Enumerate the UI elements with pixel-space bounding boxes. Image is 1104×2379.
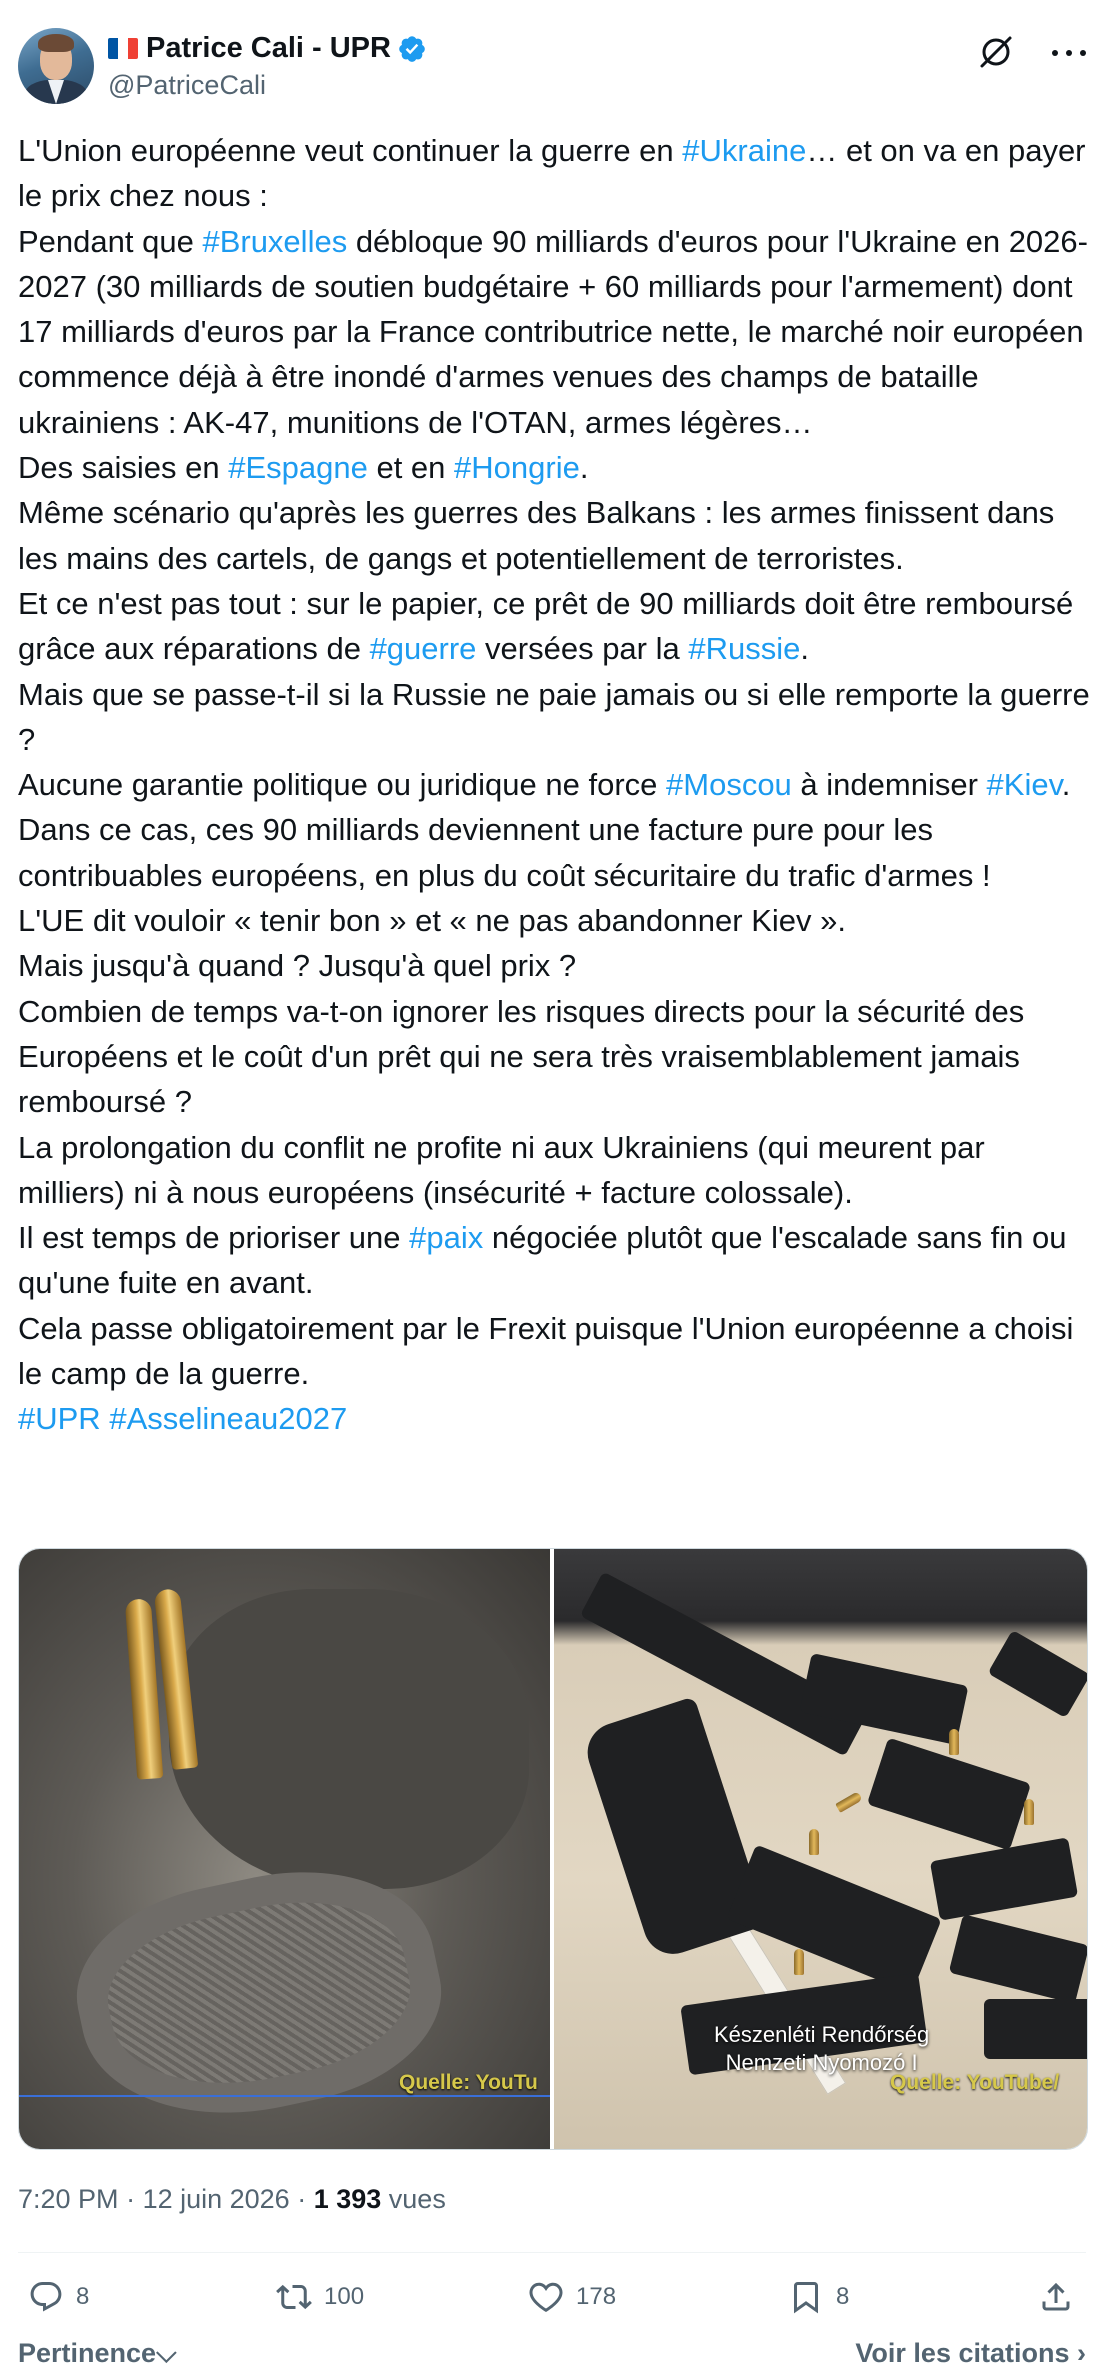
tweet-paragraph xyxy=(18,898,1098,943)
tweet-paragraph xyxy=(18,219,1098,445)
media-source-label-right: Quelle: YouTube/ xyxy=(890,2071,1060,2094)
hashtag-link[interactable]: #Hongrie xyxy=(454,450,580,486)
tweet-text-segment: … et on va en payer le prix chez nous : xyxy=(18,133,1086,214)
tweet-paragraph xyxy=(18,581,1098,672)
divider xyxy=(18,2252,1086,2253)
chevron-down-icon: ⌵ xyxy=(156,2338,177,2368)
retweet-count: 100 xyxy=(324,2283,365,2310)
tweet-paragraph xyxy=(18,943,1098,988)
tweet-date[interactable]: 12 juin 2026 xyxy=(142,2184,290,2214)
tweet-text-segment: L'Union européenne veut continuer la guerre en xyxy=(18,133,683,168)
flag-stripe-blue xyxy=(108,38,118,59)
tweet-text-segment: et en xyxy=(367,450,455,486)
tweet-text-segment: Pendant que xyxy=(18,223,203,259)
bookmark-button[interactable] xyxy=(788,2262,849,2332)
tweet-text-segment: . xyxy=(800,631,809,667)
tweet-paragraph xyxy=(18,989,1098,1125)
tweet-text-segment: négociée plutôt que l'escalade sans fin ou qu'une fuite en avant. xyxy=(18,1220,1067,1301)
hashtag-link[interactable]: #paix xyxy=(409,1220,484,1256)
action-bar xyxy=(18,2262,1086,2332)
hashtag-link[interactable]: #Kiev xyxy=(986,767,1062,803)
hashtag-link[interactable]: #Asselineau2027 xyxy=(109,1401,348,1437)
flag-stripe-white xyxy=(118,38,128,59)
tweet-paragraph xyxy=(18,445,1098,490)
media-photo-seized-weapons[interactable] xyxy=(554,1549,1087,2149)
tweet-text-segment: . xyxy=(579,450,589,486)
tweet-text-segment: Combien de temps va-t-on ignorer les risques directs pour la sécurité des Européens et le coût d'un prêt qui ne sera très vraisemblablement jamais remboursé ? xyxy=(18,993,1025,1120)
verified-badge-icon xyxy=(397,34,427,64)
like-count: 178 xyxy=(576,2283,617,2310)
views-count: 1 393 xyxy=(313,2184,382,2214)
flag-stripe-red xyxy=(128,38,138,59)
chevron-right-icon: › xyxy=(1077,2338,1086,2368)
bookmark-count: 8 xyxy=(836,2283,850,2310)
tweet-paragraph xyxy=(18,672,1098,763)
sort-dropdown[interactable] xyxy=(18,2338,177,2370)
tweet-text-segment: versées par la xyxy=(476,631,689,667)
french-flag-icon xyxy=(108,38,138,59)
tweet-paragraph xyxy=(18,1125,1098,1216)
tweet-text-segment: Aucune garantie politique ou juridique ne force xyxy=(18,767,667,803)
tweet-paragraph xyxy=(18,1215,1098,1306)
like-icon xyxy=(528,2279,564,2315)
tweet-text-segment: débloque 90 milliards d'euros pour l'Ukraine en 2026-2027 (30 milliards de soutien budgétaire + 60 milliards pour l'armement) dont 17 milliards d'euros par la France contributrice nette, le marché noir européen commence déjà à être inondé d'armes venues des champs de bataille ukrainiens : AK-47, munitions de l'OTAN, armes légères… xyxy=(18,223,1088,440)
tweet-text-segment: à indemniser xyxy=(791,767,987,803)
hashtag-link[interactable]: #Moscou xyxy=(666,767,792,803)
tweet-text xyxy=(18,128,1098,1442)
tweet-paragraph xyxy=(18,490,1098,581)
meta-separator: · xyxy=(289,2184,314,2214)
media-watermark xyxy=(714,2021,929,2077)
hashtag-link[interactable]: #UPR xyxy=(18,1401,101,1437)
reply-count: 8 xyxy=(76,2283,90,2310)
author-handle[interactable]: @PatriceCali xyxy=(108,70,266,100)
tweet-header xyxy=(18,24,1086,104)
retweet-icon xyxy=(276,2279,312,2315)
tweet-paragraph xyxy=(18,807,1098,898)
views-label: vues xyxy=(381,2184,446,2214)
tweet-text-segment: Des saisies en xyxy=(18,450,229,486)
hashtag-link[interactable]: #Espagne xyxy=(228,450,368,486)
tweet-text-segment: La prolongation du conflit ne profite ni aux Ukrainiens (qui meurent par milliers) ni à nous européens (insécurité + facture colossale). xyxy=(18,1129,985,1210)
tweet-text-segment: Mais jusqu'à quand ? Jusqu'à quel prix ? xyxy=(18,948,577,984)
tweet-text-segment: Dans ce cas, ces 90 milliards deviennent une facture pure pour les contribuables européens, en plus du coût sécuritaire du trafic d'armes ! xyxy=(18,812,991,893)
view-quotes-label: Voir les citations xyxy=(855,2338,1070,2368)
tweet-text-segment: Mais que se passe-t-il si la Russie ne paie jamais ou si elle remporte la guerre ? xyxy=(18,676,1090,757)
like-button[interactable] xyxy=(528,2262,616,2332)
avatar[interactable] xyxy=(18,28,94,104)
hashtag-link[interactable]: #Bruxelles xyxy=(202,223,348,259)
media-source-label-left: Quelle: YouTu xyxy=(399,2071,538,2094)
tweet-paragraph xyxy=(18,762,1098,807)
tweet-text-segment: . xyxy=(1061,767,1071,803)
grok-icon[interactable] xyxy=(976,32,1016,72)
share-icon xyxy=(1038,2279,1074,2315)
tweet-media[interactable] xyxy=(18,1548,1088,2150)
tweet-text-segment: Cela passe obligatoirement par le Frexit puisque l'Union européenne a choisi le camp de la guerre. xyxy=(18,1310,1074,1392)
media-watermark-line1: Készenléti Rendőrség xyxy=(714,2022,930,2047)
tweet-meta xyxy=(18,2184,446,2215)
tweet-time[interactable]: 7:20 PM xyxy=(18,2184,119,2214)
reply-button[interactable] xyxy=(28,2262,89,2332)
tweet-paragraph xyxy=(18,128,1098,219)
sort-label: Pertinence xyxy=(18,2338,157,2368)
author-name-line[interactable] xyxy=(108,32,427,65)
tweet-text-segment: Il est temps de prioriser une xyxy=(18,1220,410,1256)
retweet-button[interactable] xyxy=(276,2262,364,2332)
tweet-text-segment: Et ce n'est pas tout : sur le papier, ce prêt de 90 milliards doit être remboursé grâce aux réparations de xyxy=(18,585,1074,667)
media-watermark-line2: Nemzeti Nyomozó I xyxy=(725,2050,918,2075)
meta-separator: · xyxy=(118,2184,143,2214)
tweet-footer xyxy=(18,2334,1086,2379)
reply-icon xyxy=(28,2279,64,2315)
author-display-name[interactable]: Patrice Cali - UPR xyxy=(146,32,391,64)
bookmark-icon xyxy=(788,2279,824,2315)
tweet-text-segment: Même scénario qu'après les guerres des Balkans : les armes finissent dans les mains des cartels, de gangs et potentiellement de terroristes. xyxy=(18,495,1055,576)
more-icon[interactable] xyxy=(1052,38,1086,68)
tweet-paragraph xyxy=(18,1306,1098,1397)
hashtag-link[interactable]: #guerre xyxy=(369,631,477,667)
tweet-paragraph xyxy=(18,1396,1098,1441)
media-photo-ammunition[interactable] xyxy=(19,1549,550,2149)
hashtag-link[interactable]: #Russie xyxy=(688,631,801,667)
hashtag-link[interactable]: #Ukraine xyxy=(682,133,807,168)
tweet-text-segment: L'UE dit vouloir « tenir bon » et « ne pas abandonner Kiev ». xyxy=(18,903,846,939)
share-button[interactable] xyxy=(1038,2262,1086,2332)
view-quotes-link[interactable] xyxy=(855,2338,1086,2369)
